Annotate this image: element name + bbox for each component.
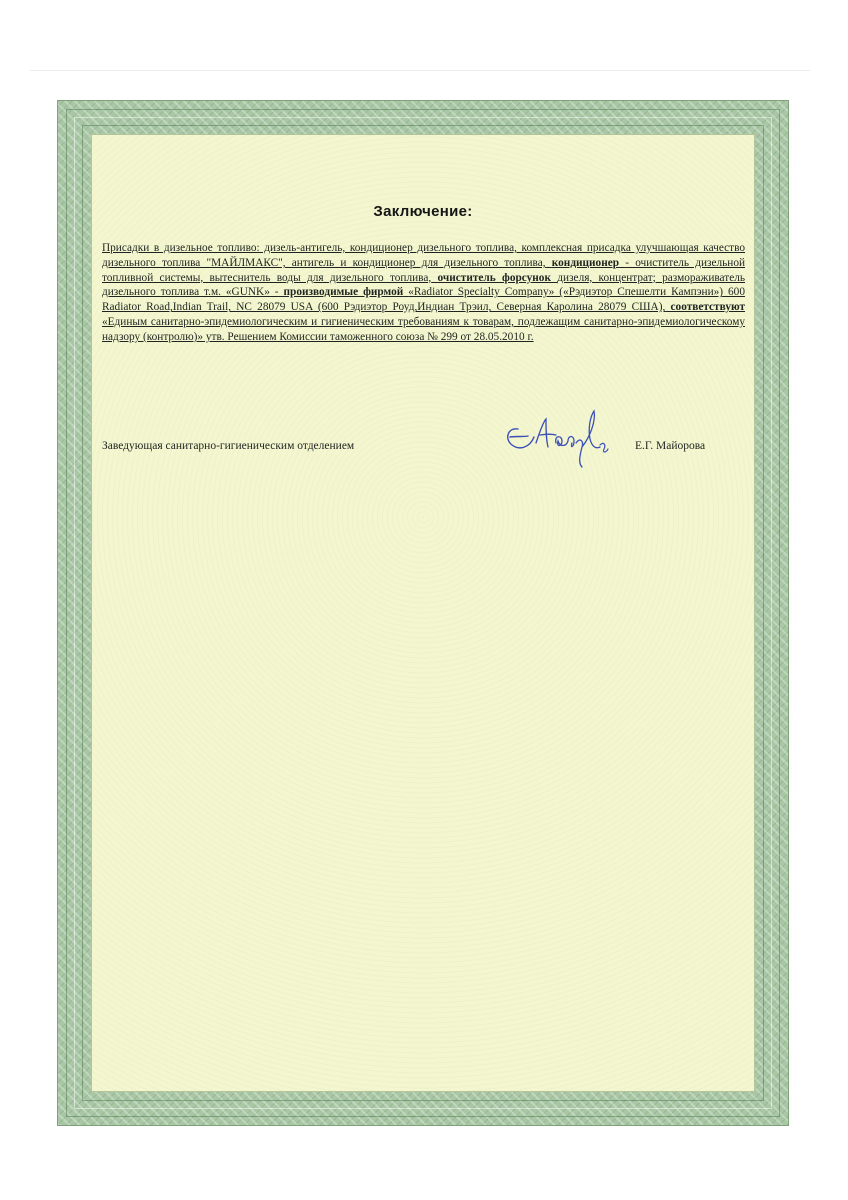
conclusion-title: Заключение: <box>373 203 473 220</box>
conclusion-part-5: «Единым санитарно-эпидемиологическим и гигиеническим требованиям к товарам, подлежащим санитарно-эпидемиологическому надзору (контролю)» утв. Решением Комиссии таможенного союза № 299 от 28.05.2010 г. <box>102 315 745 343</box>
certificate-content-area <box>91 134 755 1092</box>
conclusion-bold-2: очиститель форсунок <box>437 271 551 284</box>
certificate-sheet <box>57 100 789 1126</box>
conclusion-bold-3: производимые фирмой <box>283 286 404 299</box>
conclusion-part-4: «Radiator Specialty Company» («Рэдиэтор Спешелти Кампэни») 600 Radiator Road,Indian Trail, NC 28079 USA (600 Рэдиэтор Роуд,Индиан Трэил, Северная Каролина 28079 США), <box>102 286 745 314</box>
conclusion-part-2: - очиститель дизельной топливной системы, вытеснитель воды для дизельного топлива, <box>102 256 746 284</box>
signature-block <box>102 407 745 467</box>
conclusion-part-1: Присадки в дизельное топливо: дизель-антигель, кондиционер дизельного топлива, комплексная присадка улучшающая качество дизельного топлива "МАЙЛМАКС", антигель и кондиционер для дизельного топлива, <box>102 242 745 269</box>
signatory-position: Заведующая санитарно-гигиеническим отделением <box>102 440 355 452</box>
scan-edge-line <box>30 70 810 71</box>
signatory-name: Е.Г. Майорова <box>635 440 706 452</box>
conclusion-part-3: дизеля, концентрат; размораживатель дизельного топлива т.м. «GUNK» - <box>102 271 746 299</box>
conclusion-text <box>102 241 745 345</box>
conclusion-bold-4: соответствуют <box>670 301 746 314</box>
conclusion-bold-1: кондиционер <box>551 256 620 269</box>
handwritten-signature <box>500 407 615 469</box>
